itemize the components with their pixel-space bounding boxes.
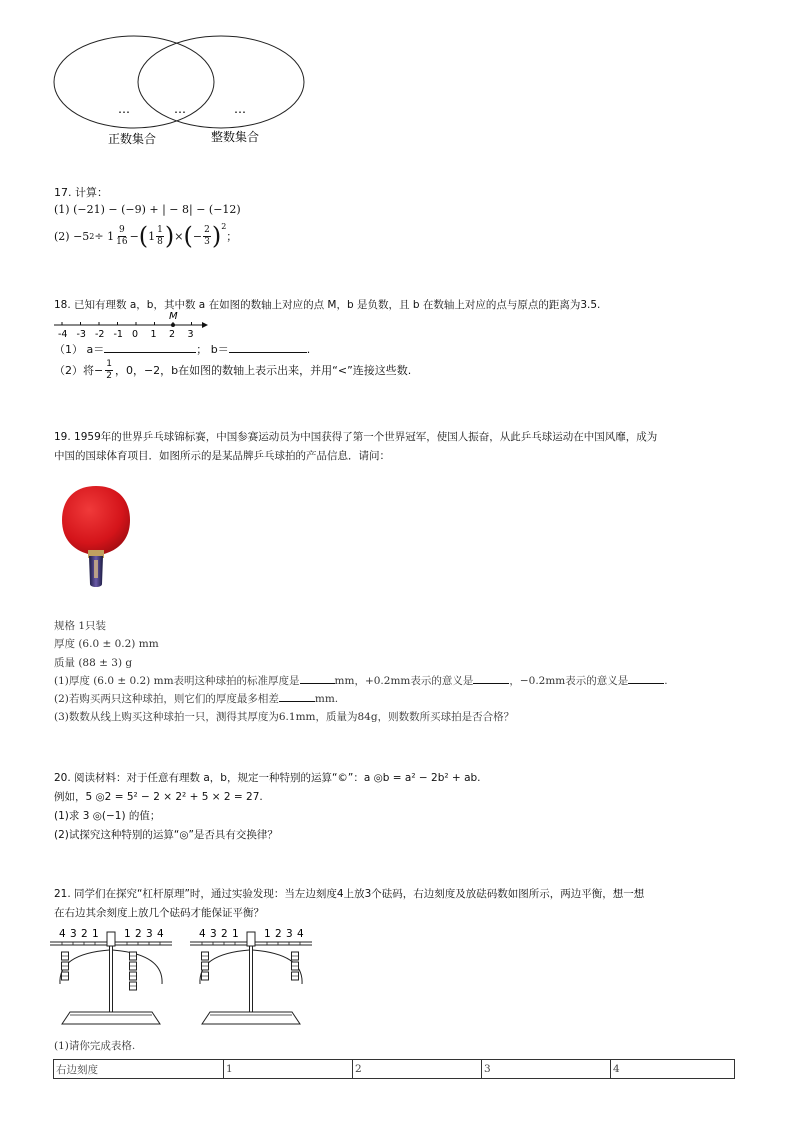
axis-tick-label: -3 [76, 329, 86, 340]
scale-mark: 2 [81, 928, 88, 940]
q21-line1: 21. 同学们在探究“杠杆原理”时，通过实验发现：当左边刻度4上放3个砝码，右边刻度及放砝码数如图所示，两边平衡，想一想 [54, 888, 645, 900]
lever-figure-2 [188, 924, 316, 1030]
q19-s1-c: ，−0.2mm表示的意义是 [509, 675, 629, 687]
positive-set-label: 正数集合 [108, 132, 157, 146]
q18-b-blank[interactable] [229, 342, 307, 353]
q17-frac3-num: 2 [204, 224, 210, 235]
point-m [171, 323, 175, 327]
q18-p2-rest: ，0，−2，b在如图的数轴上表示出来，并用“<”连接这些数. [114, 364, 412, 377]
q17-frac2-den: 8 [157, 236, 163, 247]
scale-mark: 2 [221, 928, 228, 940]
q17-title: 17. 计算： [54, 186, 108, 199]
axis-tick-label: -1 [113, 329, 123, 340]
q18-p2-frac-num: 1 [106, 358, 112, 369]
scale-mark: 3 [70, 928, 77, 940]
q17-p2-div: ÷ 1 [94, 229, 115, 243]
q18-p1-a: （1） a＝ [54, 343, 105, 356]
number-line-arrow-icon [202, 322, 208, 328]
q19-line1: 19. 1959年的世界乒乓球锦标赛，中国参赛运动员为中国获得了第一个世界冠军，使国人振奋，从此乒乓球运动在中国风靡，成为 [54, 431, 658, 443]
scale-mark: 4 [297, 928, 304, 940]
venn-diagram [48, 30, 318, 154]
q17-frac2-whole: 1 [148, 229, 156, 243]
axis-tick-label: 0 [132, 329, 139, 340]
q20-line1: 20. 阅读材料：对于任意有理数 a，b，规定一种特别的运算“©”：a ◎b = a² − 2b² + ab. [54, 772, 481, 784]
q19-sub1 [54, 673, 668, 688]
venn-left-dots: … [118, 102, 130, 116]
q19-s1-b: mm，+0.2mm表示的意义是 [334, 675, 474, 687]
q19-s2-blank[interactable] [279, 691, 315, 702]
q21-line2: 在右边其余刻度上放几个砝码才能保证平衡？ [54, 907, 264, 919]
q19-s1-d: . [664, 675, 668, 687]
q17-p2-prefix: (2) −5 [54, 229, 90, 243]
q18-p2-frac [105, 359, 113, 382]
axis-tick-label: -4 [58, 329, 68, 340]
q19-s1-a: (1)厚度 (6.0 ± 0.2) mm表明这种球拍的标准厚度是 [54, 675, 300, 687]
scale-mark: 4 [199, 928, 206, 940]
q17-part1: (1) (−21) − (−9) + | − 8| − (−12) [54, 203, 241, 216]
axis-tick-label: -2 [95, 329, 105, 340]
q17-p2-minus: − [129, 229, 139, 243]
q17-p2-end: ； [226, 230, 238, 243]
q19-spec-thickness: 厚度 (6.0 ± 0.2) mm [54, 638, 159, 650]
q19-line2: 中国的国球体育项目．如图所示的是某品牌乒乓球拍的产品信息．请问： [54, 450, 390, 462]
lever-base [62, 1012, 160, 1024]
q17-frac2 [156, 225, 164, 248]
pivot [107, 932, 115, 946]
q17-frac3-den: 3 [204, 236, 210, 247]
axis-tick-label: 2 [169, 329, 176, 340]
table-cell[interactable]: 2 [353, 1060, 482, 1079]
q17-part2: (2) −5 2 ÷ 1 $\frac{9}{16}$ − ( 1 $\frac{1}{8}$ ) × ( − $\frac{2}{3}$ ) $^2$ ； [54, 222, 238, 250]
q19-sub3: (3)数数从线上购买这种球拍一只，测得其厚度为6.1mm，质量为84g，则数数所买球拍是否合格？ [54, 711, 515, 723]
q17-p2-exp: 2 [89, 231, 95, 241]
q19-s1-blank2[interactable] [473, 673, 509, 684]
lever-figure-1 [48, 924, 176, 1030]
q20-line4: (2)试探究这种特别的运算“◎”是否具有交换律？ [54, 829, 278, 841]
q17-frac3 [203, 225, 211, 248]
scale-mark: 1 [92, 928, 99, 940]
axis-tick-label: 1 [150, 329, 157, 340]
scale-mark: 3 [210, 928, 217, 940]
q21-sub1: (1)请你完成表格. [54, 1040, 136, 1052]
scale-mark: 3 [146, 928, 153, 940]
q17-frac1-num: 9 [118, 224, 125, 235]
q18-p1-end: . [306, 343, 311, 356]
paddle-image [60, 484, 132, 594]
table-cell[interactable]: 1 [224, 1060, 353, 1079]
q17-frac1 [116, 225, 127, 248]
table-cell[interactable]: 3 [482, 1060, 611, 1079]
q19-s1-blank3[interactable] [628, 673, 664, 684]
q17-frac2-num: 1 [157, 224, 163, 235]
table-cell[interactable]: 4 [611, 1060, 735, 1079]
q18-title: 18. 已知有理数 a，b，其中数 a 在如图的数轴上对应的点 M，b 是负数，且 b 在数轴上对应的点与原点的距离为3.5. [54, 299, 601, 311]
q17-frac3-sign: − [192, 229, 203, 243]
q19-s2-a: (2)若购买两只这种球拍，则它们的厚度最多相差 [54, 693, 279, 705]
positive-set-ellipse [54, 36, 214, 128]
q20-line3: (1)求 3 ◎(−1) 的值； [54, 810, 161, 822]
table-cell-header: 右边刻度 [54, 1060, 224, 1079]
scale-mark: 1 [264, 928, 271, 940]
scale-mark: 1 [232, 928, 239, 940]
q18-p1-b: ； b＝ [196, 343, 229, 356]
q17-p2-times: × [174, 229, 184, 243]
scale-mark: 2 [135, 928, 142, 940]
paddle-blade [62, 486, 130, 554]
q18-p2-frac-den: 2 [106, 370, 112, 381]
venn-middle-dots: … [174, 102, 186, 116]
q21-table [53, 1059, 735, 1079]
scale-mark: 2 [275, 928, 282, 940]
integer-set-label: 整数集合 [211, 130, 260, 144]
scale-mark: 1 [124, 928, 131, 940]
scale-mark: 4 [157, 928, 164, 940]
point-m-label: M [169, 311, 178, 322]
lever-base [202, 1012, 300, 1024]
table-row [54, 1060, 735, 1079]
q18-p2-start: （2）将− [54, 364, 104, 377]
q19-s1-blank1[interactable] [300, 673, 335, 684]
scale-mark: 3 [286, 928, 293, 940]
q19-s2-b: mm. [314, 693, 339, 705]
q20-line2: 例如，5 ◎2 = 5² − 2 × 2² + 5 × 2 = 27. [54, 791, 263, 803]
integer-set-ellipse [138, 36, 304, 128]
venn-right-dots: … [234, 102, 246, 116]
q18-a-blank[interactable] [104, 342, 196, 353]
q19-spec-pack: 规格 1只装 [54, 620, 107, 632]
scale-mark: 4 [59, 928, 66, 940]
q19-sub2 [54, 691, 338, 706]
q17-frac1-den: 16 [116, 236, 128, 247]
number-line [52, 309, 212, 341]
pivot [247, 932, 255, 946]
q18-part1 [54, 341, 310, 357]
q19-spec-mass: 质量 (88 ± 3) g [54, 657, 133, 669]
q17-p2-exp2: 2 [221, 222, 227, 231]
q18-part2 [54, 356, 411, 384]
axis-tick-label: 3 [187, 329, 194, 340]
